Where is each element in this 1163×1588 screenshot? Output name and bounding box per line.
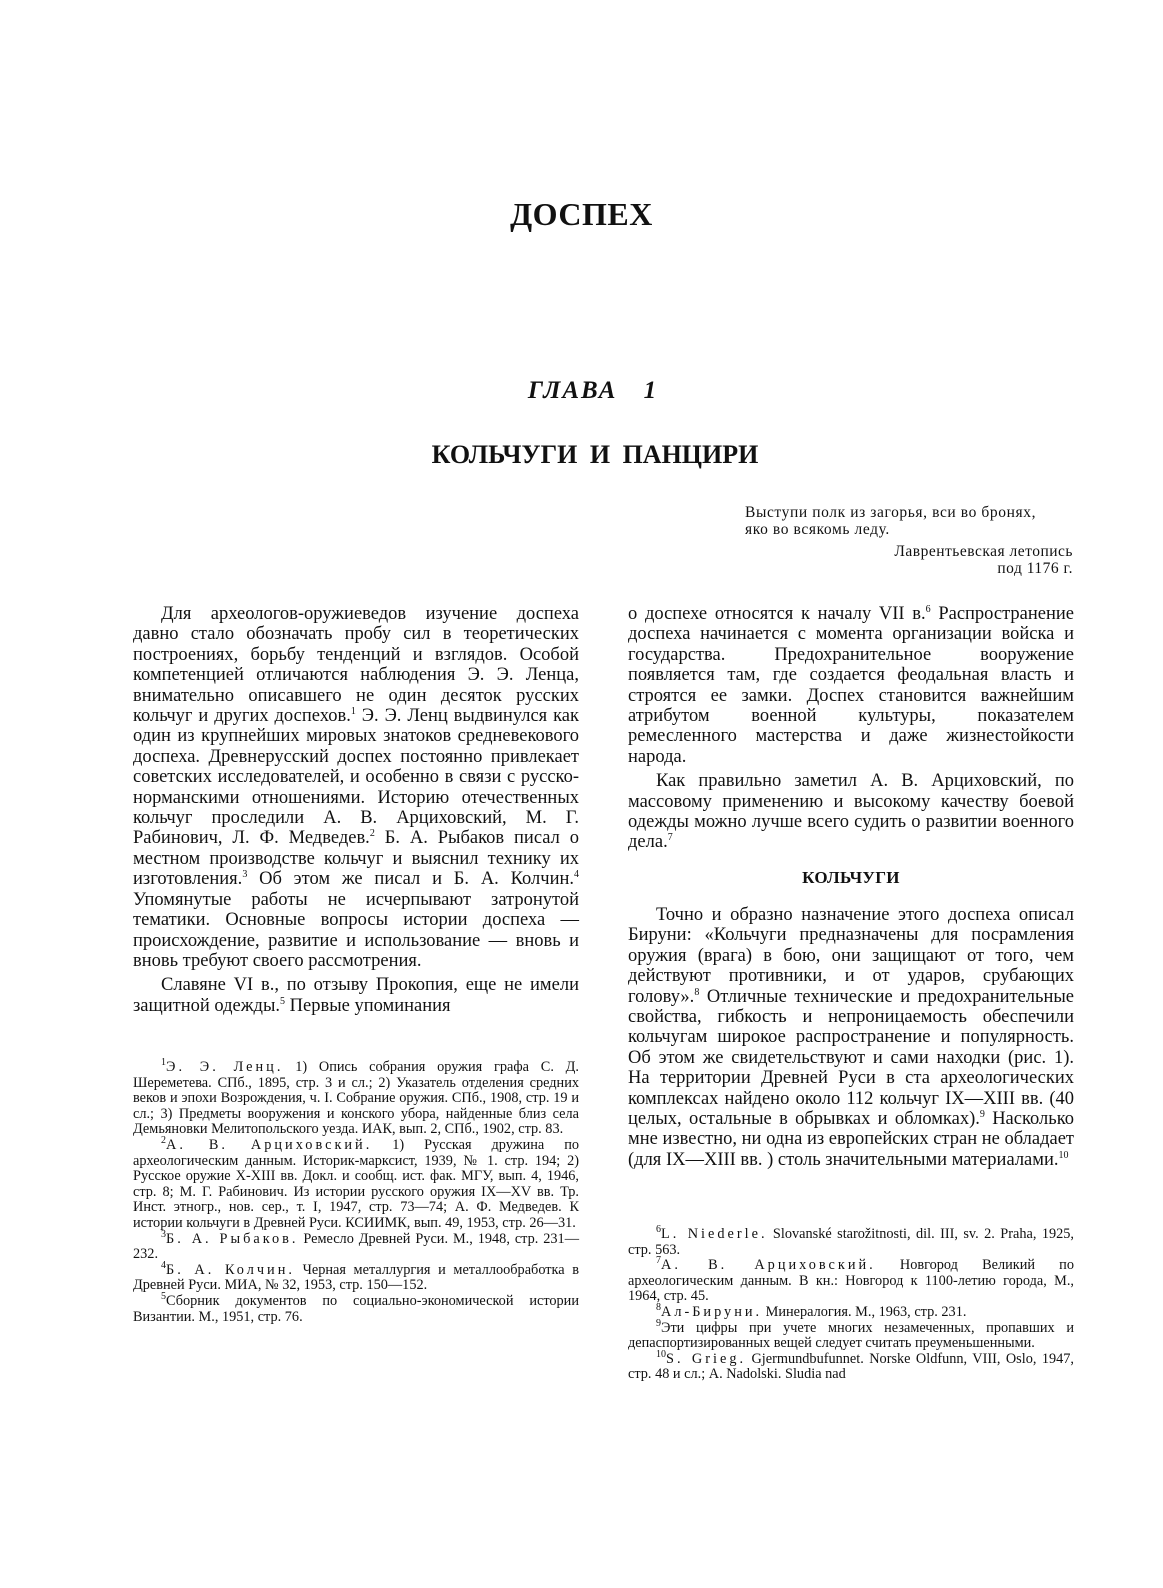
section-heading: КОЛЬЧУГИ (802, 868, 900, 887)
footnote-ref[interactable]: 10 (1058, 1149, 1069, 1161)
epigraph-verse-line: яко во всякомь леду. (745, 521, 890, 538)
chapter-label: ГЛАВА 1 (527, 377, 659, 404)
footnote-author: Б. А. Рыбаков. (166, 1230, 299, 1247)
paragraph (133, 975, 579, 1016)
footnote-author: А. В. Арциховский. (166, 1136, 373, 1153)
footnote (628, 1348, 1074, 1383)
footnote-text: Ремесло Древней Руси. М., 1948, стр. 231—232. (133, 1230, 579, 1263)
footnote-ref[interactable]: 5 (280, 995, 286, 1007)
footnote-text: Черная металлургия и металлообработка в Древней Руси. МИА, № 32, 1953, стр. 150—152. (133, 1261, 579, 1294)
text-run: Распространение доспеха начинается с момента организации войска и государства. Предохранительное вооружение появляется там, где создается феодальная власть и строятся ее замки. Доспех становится важнейшим атрибутом военной культуры, показателем ремесленного мастерства и даже жизнестойкости народа. (628, 604, 1074, 767)
footnote-number: 4 (161, 1259, 166, 1271)
footnote (628, 1317, 1074, 1352)
footnote-ref[interactable]: 8 (694, 986, 700, 998)
right-column-text (628, 604, 1074, 857)
footnote-author: Ал-Бируни. (661, 1303, 763, 1320)
footnotes-left (133, 1057, 580, 1325)
text-run: Славяне VI в., по отзыву Прокопия, еще не имели защитной одежды. (133, 975, 579, 1016)
footnote-author: Э. Э. Ленц. (166, 1059, 284, 1075)
paragraph (628, 905, 1074, 1170)
text-run: Упомянутые работы не исчерпывают затронутой тематики. Основные вопросы истории доспеха — происхождение, развитие и использование — вновь и вновь требуют своего рассмотрения. (133, 889, 579, 971)
text-run: Б. А. Рыбаков писал о местном производстве кольчуг и выяснил технику их изготовления. (133, 828, 580, 890)
epigraph-verse (745, 504, 1073, 538)
footnote-number: 9 (656, 1317, 661, 1329)
right-column-text-2 (628, 905, 1074, 1174)
footnote-text: Минералогия. М., 1963, стр. 231. (762, 1303, 967, 1320)
epigraph-verse-line: Выступи полк из загорья, вси во бронях, (745, 504, 1037, 521)
paragraph (133, 604, 579, 971)
epigraph-source-line: Лаврентьевская летопись (894, 543, 1073, 560)
footnote-author: А. В. Арциховский. (661, 1257, 876, 1274)
text-run: Э. Э. Ленц выдвинулся как один из крупнейших мировых знатоков средневекового доспеха. Древнерусский доспех постоянно привлекает советских исследователей, и особенно в связи с русско-норманскими отношениями. Историю отечественных кольчуг проследили А. В. Арциховский, М. Г. Рабинович, Л. Ф. Медведев. (133, 706, 579, 849)
epigraph-source-line: под 1176 г. (997, 560, 1073, 577)
footnote (133, 1259, 579, 1294)
footnote (133, 1228, 579, 1263)
footnote-text: Gjermundbufunnet. Norske Oldfunn, VIII, Oslo, 1947, стр. 48 и сл.; A. Nadolski. Sludia nad (628, 1350, 1074, 1383)
footnote-ref[interactable]: 1 (350, 705, 356, 717)
footnote (628, 1302, 1074, 1321)
text-run: Как правильно заметил А. В. Арциховский, по массовому применению и высокому качеству боевой одежды можно лучше всего судить о развитии военного дела. (628, 771, 1074, 853)
footnote-ref[interactable]: 6 (925, 603, 931, 615)
footnote (628, 1224, 1074, 1258)
footnote (133, 1291, 579, 1325)
part-title: ДОСПЕХ (510, 196, 653, 232)
text-run: Точно и образно назначение этого доспеха описал Бируни: «Кольчуги предназначены для посрамления оружия (врага) в бою, они защищают от того, чем действуют противники, и от ударов, срубающих голову». (628, 905, 1074, 1007)
footnote-ref[interactable]: 2 (369, 828, 375, 840)
footnote-text: 1) Русская дружина по археологическим данным. Историк-марксист, 1939, № 1. стр. 194; 2) Русское оружие X-XIII вв. Докл. и сообщ. ист. фак. МГУ, вып. 4, 1946, стр. 8; М. Г. Рабинович. Из истории русского оружия IX—XV вв. Тр. Инст. этногр., нов. сер., т. I, 1947, стр. 73—74; А. Ф. Медведев. К истории кольчуги в Древней Руси. КСИИМК, вып. 49, 1953, стр. 26—31. (133, 1136, 579, 1231)
footnotes-right (628, 1224, 1074, 1383)
epigraph-source (745, 543, 1073, 577)
footnote-number: 7 (656, 1255, 661, 1267)
footnote-text: Сборник документов по социально-экономической истории Византии. М., 1951, стр. 76. (133, 1292, 579, 1325)
footnote (133, 1057, 580, 1138)
footnote (628, 1255, 1074, 1305)
footnote-author: L. Niederle. (661, 1226, 768, 1242)
text-run: Об этом же писал и Б. А. Колчин. (247, 869, 574, 890)
footnote-ref[interactable]: 4 (574, 869, 579, 881)
text-run: Насколько мне известно, ни одна из европейских стран не обладает (для IX—XIII вв. ) столь значительными материалами. (628, 1109, 1075, 1170)
footnote-number: 6 (656, 1224, 661, 1236)
footnote-text: 1) Опись собрания оружия графа С. Д. Шереметева. СПб., 1895, стр. 3 и сл.; 2) Указатель отделения средних веков и эпохи Возрождения, ч. I. Собрание оружия. СПб., 1908, стр. 19 и сл.; 3) Предметы вооружения и конского убора, найденные близ села Демьяновки Мелитопольского уезда. ИАК, вып. 2, СПб., 1902, стр. 83. (133, 1059, 580, 1138)
epigraph (745, 504, 1073, 577)
footnote-number: 8 (656, 1302, 661, 1314)
footnote-text: Slovanské starožitnosti, dil. III, sv. 2. Praha, 1925, стр. 563. (628, 1226, 1074, 1258)
footnote-text: Эти цифры при учете многих незамеченных, пропавших и депаспортизированных вещей следует считать преуменьшенными. (628, 1319, 1074, 1352)
text-run: Отличные технические и предохранительные свойства, гибкость и непроницаемость обеспечили кольчугам широкое распространение и популярность. Об этом же свидетельствуют и сами находки (рис. 1). На территории Древней Руси в ста археологических комплексах найдено около 112 кольчуг IX—XIII вв. (40 целых, остальные в обрывках и обломках). (628, 986, 1074, 1130)
footnote-ref[interactable]: 7 (667, 832, 673, 844)
footnote-author: Б. А. Колчин. (166, 1261, 295, 1278)
footnote-ref[interactable]: 9 (979, 1108, 985, 1120)
left-column-text (133, 604, 579, 1020)
footnote-number: 1 (161, 1057, 166, 1069)
footnote-ref[interactable]: 3 (242, 869, 248, 881)
footnote-number: 10 (656, 1348, 666, 1360)
text-run: Для археологов-оружиеведов изучение доспеха давно стало обозначать пробу сил в теоретических построениях, борьбу тенденций и взглядов. Особой компетенцией отличаются наблюдения Э. Э. Ленца, внимательно описавшего не один десяток русских кольчуг и других доспехов. (133, 604, 579, 727)
paragraph (628, 604, 1074, 767)
footnote (133, 1135, 579, 1232)
footnote-author: S. Grieg. (666, 1350, 747, 1367)
chapter-title: КОЛЬЧУГИ И ПАНЦИРИ (431, 440, 759, 469)
footnote-number: 5 (161, 1291, 166, 1303)
footnote-number: 2 (161, 1135, 166, 1147)
footnote-number: 3 (161, 1228, 166, 1240)
text-run: Первые упоминания (285, 995, 451, 1016)
text-run: о доспехе относятся к началу VII в. (628, 604, 926, 624)
footnote-text: Новгород Великий по археологическим данным. В кн.: Новгород к 1100-летию города, М., 1964, стр. 45. (628, 1257, 1074, 1305)
paragraph (628, 771, 1074, 853)
